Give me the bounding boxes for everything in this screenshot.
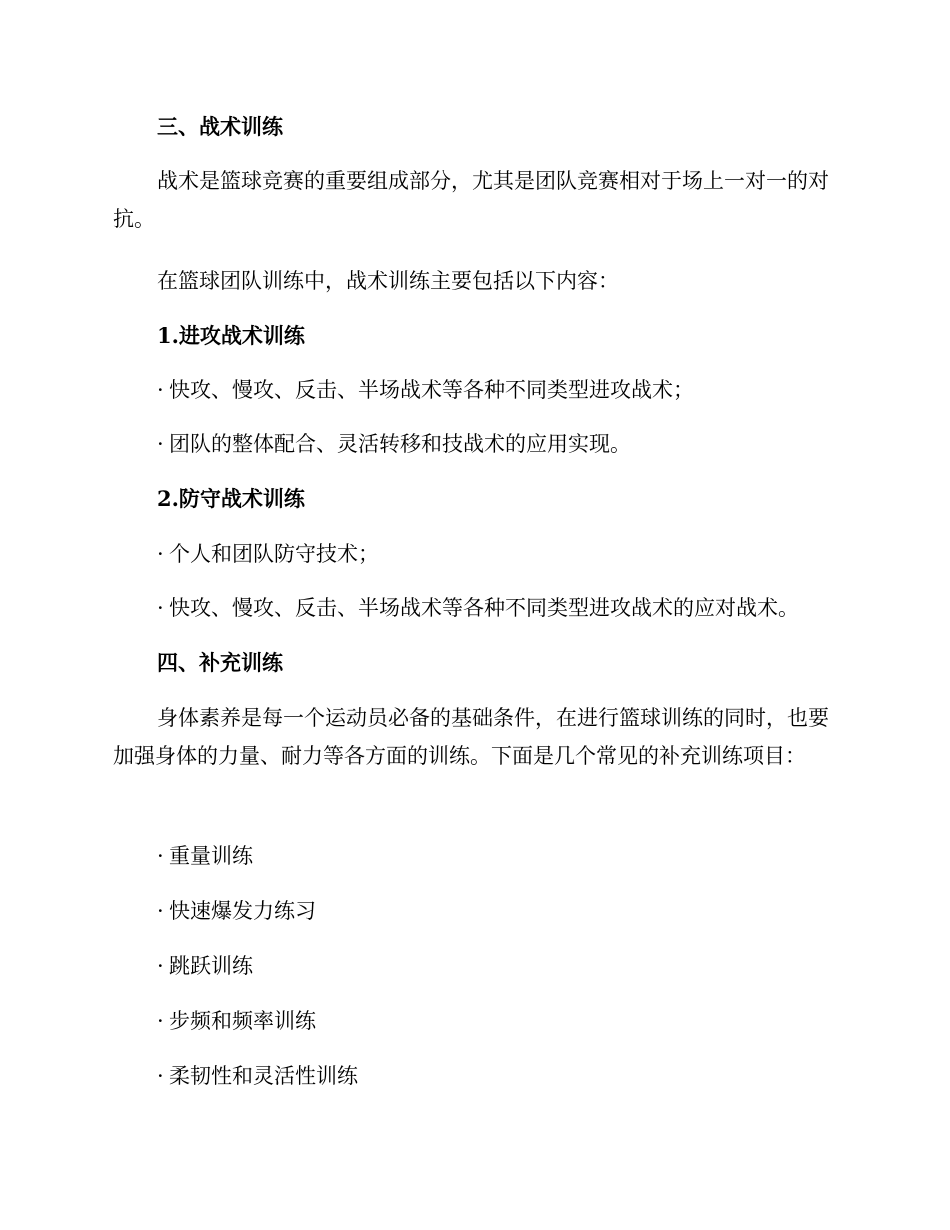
bullet-marker: · — [157, 1009, 164, 1033]
supplement-bullet-item — [157, 841, 253, 871]
offense-bullet-item — [157, 429, 631, 459]
supplement-bullet-item — [157, 951, 253, 981]
section-3-intro-paragraph: 战术是篮球竞赛的重要组成部分，尤其是团队竞赛相对于场上一对一的对抗。 — [113, 169, 829, 231]
bullet-marker: · — [157, 542, 164, 566]
supplement-bullet-text: 柔韧性和灵活性训练 — [169, 1064, 358, 1088]
bullet-marker: · — [157, 1064, 164, 1088]
supplement-bullet-text: 快速爆发力练习 — [169, 899, 316, 923]
defense-bullet-item — [157, 539, 379, 569]
bullet-marker: · — [157, 954, 164, 978]
offense-bullet-item — [157, 375, 694, 405]
bullet-marker: · — [157, 378, 164, 402]
section-4-heading: 四、补充训练 — [157, 650, 283, 675]
defense-bullet-text: 个人和团队防守技术； — [169, 542, 379, 566]
offense-tactics-heading: 1.进攻战术训练 — [157, 323, 305, 348]
bullet-marker: · — [157, 432, 164, 456]
supplement-bullet-item — [157, 896, 316, 926]
defense-bullet-item — [157, 593, 799, 623]
bullet-marker: · — [157, 596, 164, 620]
supplement-bullet-item — [157, 1006, 316, 1036]
offense-bullet-text: 快攻、慢攻、反击、半场战术等各种不同类型进攻战术； — [169, 378, 694, 402]
section-4-intro-paragraph: 身体素养是每一个运动员必备的基础条件，在进行篮球训练的同时，也要加强身体的力量、耐力等各方面的训练。下面是几个常见的补充训练项目： — [113, 706, 829, 768]
bullet-marker: · — [157, 899, 164, 923]
defense-tactics-heading: 2.防守战术训练 — [157, 486, 305, 511]
supplement-bullet-item — [157, 1061, 358, 1091]
defense-bullet-text: 快攻、慢攻、反击、半场战术等各种不同类型进攻战术的应对战术。 — [169, 596, 799, 620]
supplement-bullet-text: 跳跃训练 — [169, 954, 253, 978]
bullet-marker: · — [157, 844, 164, 868]
section-3-lead-text: 在篮球团队训练中，战术训练主要包括以下内容： — [157, 269, 619, 293]
supplement-bullet-text: 步频和频率训练 — [169, 1009, 316, 1033]
section-3-heading: 三、战术训练 — [157, 114, 283, 139]
supplement-bullet-text: 重量训练 — [169, 844, 253, 868]
offense-bullet-text: 团队的整体配合、灵活转移和技战术的应用实现。 — [169, 432, 631, 456]
